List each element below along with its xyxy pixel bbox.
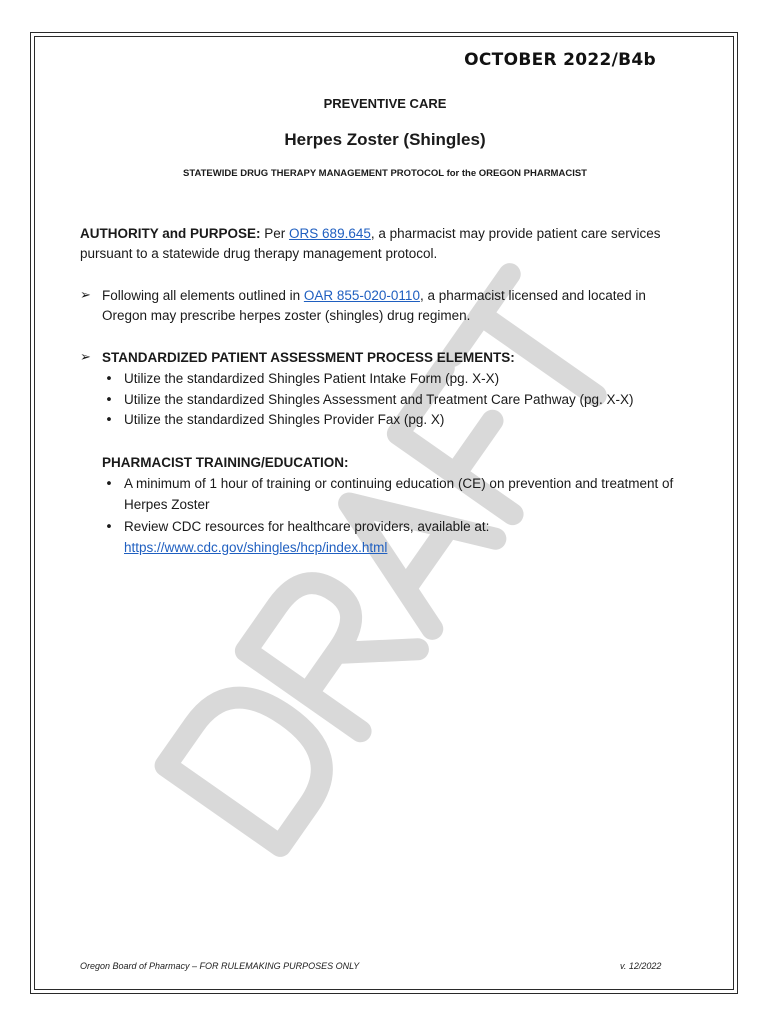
cdc-link[interactable]: https://www.cdc.gov/shingles/hcp/index.html bbox=[124, 539, 388, 555]
bullet-icon: • bbox=[105, 412, 113, 428]
authority-post-link: , a pharmacist may provide patient care services pursuant to a statewide drug therapy management protocol. bbox=[80, 226, 661, 261]
arrow-bullet-icon: ➢ bbox=[80, 350, 91, 365]
document-title: Herpes Zoster (Shingles) bbox=[284, 130, 486, 149]
oar-post-link: , a pharmacist licensed and located in Oregon may prescribe herpes zoster (shingles) drug regimen. bbox=[102, 288, 646, 323]
oar-arrow-item bbox=[80, 286, 690, 326]
list-item-text: Review CDC resources for healthcare providers, available at: bbox=[124, 519, 490, 534]
footer-version: v. 12/2022 bbox=[620, 961, 662, 971]
oar-link[interactable]: OAR 855-020-0110 bbox=[303, 288, 420, 303]
assessment-bullet-list bbox=[102, 369, 702, 431]
document-subtitle: STATEWIDE DRUG THERAPY MANAGEMENT PROTOCOL for the OREGON PHARMACIST bbox=[183, 168, 587, 179]
list-item bbox=[102, 517, 702, 558]
authority-paragraph bbox=[80, 224, 690, 264]
section-label: PREVENTIVE CARE bbox=[323, 96, 447, 111]
bullet-icon: • bbox=[105, 519, 113, 535]
bullet-icon: • bbox=[105, 391, 113, 408]
oar-pre-link: Following all elements outlined in bbox=[102, 288, 304, 303]
bullet-icon: • bbox=[105, 371, 113, 387]
training-heading: PHARMACIST TRAINING/EDUCATION: bbox=[102, 455, 349, 470]
ors-link[interactable]: ORS 689.645 bbox=[289, 226, 371, 241]
footer-notice: Oregon Board of Pharmacy – FOR RULEMAKING PURPOSES ONLY bbox=[80, 961, 360, 971]
authority-pre-link: Per bbox=[260, 226, 290, 241]
list-item bbox=[102, 410, 702, 431]
list-item-text: Utilize the standardized Shingles Provider Fax (pg. X) bbox=[124, 412, 445, 427]
assessment-heading: STANDARDIZED PATIENT ASSESSMENT PROCESS ELEMENTS: bbox=[102, 350, 515, 365]
document-date-code: OCTOBER 2022/B4b bbox=[464, 50, 656, 70]
authority-label: AUTHORITY and PURPOSE: bbox=[80, 226, 261, 241]
bullet-icon: • bbox=[105, 476, 113, 492]
training-bullet-list bbox=[102, 474, 702, 558]
list-item bbox=[102, 474, 702, 515]
list-item bbox=[102, 369, 702, 390]
assessment-arrow-item bbox=[80, 348, 690, 368]
list-item-text: A minimum of 1 hour of training or continuing education (CE) on prevention and treatment of Herpes Zoster bbox=[124, 476, 674, 512]
list-item bbox=[102, 390, 702, 411]
list-item-text: Utilize the standardized Shingles Patient Intake Form (pg. X-X) bbox=[124, 371, 500, 386]
arrow-bullet-icon: ➢ bbox=[80, 288, 91, 303]
list-item-text: Utilize the standardized Shingles Assessment and Treatment Care Pathway (pg. X-X) bbox=[124, 391, 634, 407]
